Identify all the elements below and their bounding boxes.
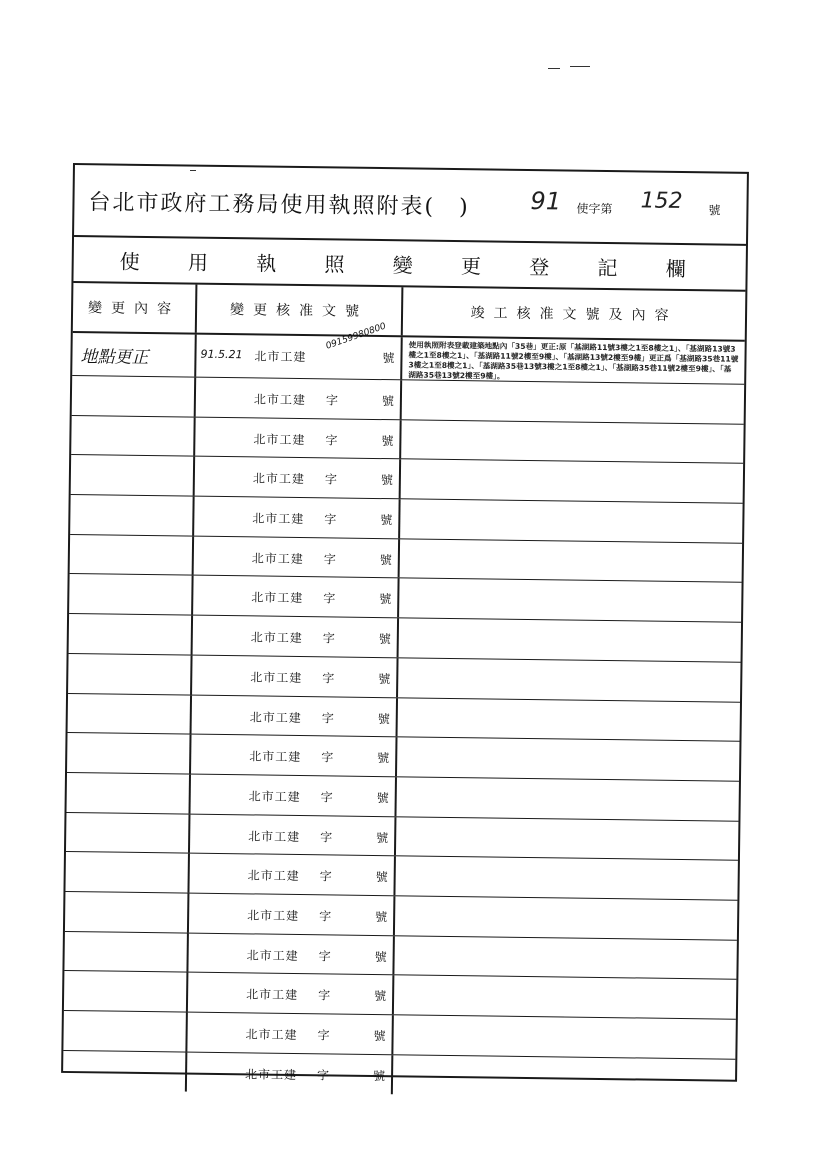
hao-label: 號 <box>374 949 387 964</box>
table-row <box>63 1051 735 1099</box>
completion-content-cell <box>398 658 740 701</box>
zi-label: 字 <box>323 591 336 606</box>
table-header <box>73 283 746 342</box>
completion-content-cell <box>394 936 736 979</box>
hao-label: 號 <box>377 711 390 726</box>
approval-doc-cell <box>194 497 400 538</box>
section-char: 登 <box>529 254 550 279</box>
office-label: 北市工建 <box>252 511 305 527</box>
change-content-cell <box>69 574 193 614</box>
zi-label: 字 <box>319 869 332 884</box>
form-prefix: 使字第 <box>576 201 613 217</box>
office-label: 北市工建 <box>254 349 307 365</box>
completion-content-cell <box>400 499 742 542</box>
approval-doc-cell <box>195 417 401 458</box>
change-content-cell <box>64 932 188 972</box>
change-content-cell <box>67 733 191 773</box>
hao-label: 號 <box>382 351 395 366</box>
office-label: 北市工建 <box>244 1067 298 1082</box>
office-label: 北市工建 <box>247 908 300 923</box>
zi-label: 字 <box>323 552 336 567</box>
scan-mark <box>548 68 560 69</box>
change-content-cell <box>71 455 195 495</box>
hao-label: 號 <box>372 1068 386 1083</box>
section-char: 更 <box>460 253 482 278</box>
form-title: 台北市政府工務局使用執照附表( ) <box>88 190 470 221</box>
completion-content-cell <box>395 896 737 939</box>
completion-content-cell <box>402 380 744 423</box>
hao-label: 號 <box>375 870 388 885</box>
change-content-cell <box>63 1051 188 1092</box>
completion-content-cell <box>399 618 741 661</box>
zi-label: 字 <box>321 710 334 725</box>
form-title-row <box>74 165 747 246</box>
completion-content-cell <box>398 698 740 741</box>
approval-doc-cell <box>194 536 400 577</box>
zi-label: 字 <box>318 988 331 1003</box>
header-change-content: 變更內容 <box>73 283 198 333</box>
zi-label: 字 <box>322 631 335 646</box>
hao-label: 號 <box>376 790 389 806</box>
zi-label: 字 <box>319 909 332 924</box>
change-content-cell <box>65 852 189 892</box>
office-label: 北市工建 <box>251 551 304 566</box>
completion-content-cell <box>393 1015 735 1058</box>
hao-label: 號 <box>377 751 390 766</box>
hao-label: 號 <box>373 1029 386 1044</box>
zi-label: 字 <box>321 750 334 765</box>
form-suffix: 號 <box>708 203 721 218</box>
change-content-cell <box>70 535 194 575</box>
approval-doc-cell <box>193 576 399 617</box>
office-label: 北市工建 <box>249 709 302 725</box>
approval-doc-cell <box>187 1013 393 1054</box>
completion-content-cell <box>400 539 742 582</box>
completion-content-cell <box>393 1055 735 1099</box>
zi-label: 字 <box>324 512 337 527</box>
form-number: 152 <box>640 188 683 214</box>
completion-content-cell <box>399 579 741 622</box>
change-content-cell <box>68 693 192 733</box>
change-content-cell <box>69 614 193 654</box>
approval-doc-cell <box>189 854 395 895</box>
zi-label: 字 <box>320 790 333 805</box>
approval-doc-cell <box>195 457 401 498</box>
office-label: 北市工建 <box>248 828 301 844</box>
hao-label: 號 <box>381 394 395 409</box>
header-approval-doc-no: 變更核准文號 <box>197 285 404 336</box>
office-label: 北市工建 <box>247 868 300 884</box>
office-label: 北市工建 <box>249 749 302 765</box>
approval-doc-cell <box>196 378 402 419</box>
zi-label: 字 <box>317 1028 330 1043</box>
office-label: 北市工建 <box>246 947 299 963</box>
hao-label: 號 <box>374 989 387 1004</box>
completion-content-cell <box>395 857 737 900</box>
zi-label: 字 <box>318 948 331 964</box>
office-label: 北市工建 <box>253 392 307 408</box>
completion-content-cell <box>394 976 736 1019</box>
completion-content-cell <box>396 817 738 860</box>
hao-label: 號 <box>380 513 393 528</box>
section-char: 照 <box>324 251 345 277</box>
approval-doc-cell <box>192 695 398 736</box>
completion-content-cell <box>397 737 739 780</box>
approval-doc-cell <box>188 933 394 974</box>
doc-number: 09159980800 <box>324 321 388 352</box>
header-completion-doc: 竣工核准文號及內容 <box>470 305 678 324</box>
approval-date: 91.5.21 <box>200 347 243 362</box>
change-content-cell <box>63 1011 187 1051</box>
section-char: 欄 <box>665 256 686 281</box>
section-char: 變 <box>392 252 413 277</box>
approval-doc-cell <box>193 616 399 657</box>
completion-content-cell <box>401 420 743 463</box>
office-label: 北市工建 <box>253 432 306 447</box>
office-label: 北市工建 <box>250 630 303 646</box>
office-label: 北市工建 <box>246 987 299 1003</box>
office-label: 北市工建 <box>252 471 305 487</box>
table-body <box>63 321 745 1099</box>
change-content-cell <box>67 773 191 813</box>
completion-content-cell <box>401 460 743 503</box>
approval-doc-cell <box>190 814 396 855</box>
change-content-cell <box>65 892 189 932</box>
change-content-cell <box>68 654 192 694</box>
hao-label: 號 <box>378 632 391 647</box>
form-year: 91 <box>530 186 562 216</box>
office-label: 北市工建 <box>250 670 303 685</box>
approval-doc-cell <box>190 774 396 815</box>
hao-label: 號 <box>376 830 389 845</box>
office-label: 北市工建 <box>251 590 304 606</box>
approval-doc-cell <box>187 1052 394 1094</box>
zi-label: 字 <box>325 433 338 448</box>
hao-label: 號 <box>375 909 388 925</box>
change-content-cell <box>64 971 188 1011</box>
change-content-cell: 地點更正 <box>72 333 197 377</box>
zi-label: 字 <box>324 472 337 487</box>
zi-label: 字 <box>316 1067 330 1083</box>
completion-content-cell <box>396 777 738 820</box>
zi-label: 字 <box>322 671 335 686</box>
office-label: 北市工建 <box>248 789 301 804</box>
section-char: 執 <box>256 250 277 276</box>
completion-content-cell: 使用執照附表登載建築地點內「35巷」更正:原「基湖路11號3樓之1至8樓之1」、「基湖路13號3樓之1至8樓之1」、「基湖路11號2樓至9樓」、「基湖路13號2樓至9樓」更正爲「基湖路35巷11號3樓之1至8樓之1」、「基湖路35巷13號3樓之1至8樓之1」、「基湖路35巷11號2樓至9樓」、「基湖路35巷13號2樓至9樓」。 <box>408 340 739 381</box>
change-content-cell <box>71 416 195 456</box>
zi-label: 字 <box>325 393 339 408</box>
change-content-cell <box>66 813 190 853</box>
approval-doc-cell <box>196 321 403 380</box>
office-label: 北市工建 <box>245 1027 298 1043</box>
approval-doc-cell <box>188 973 394 1014</box>
zi-label: 字 <box>320 829 333 845</box>
change-content-cell <box>72 376 196 416</box>
form-sheet <box>61 163 749 1082</box>
hao-label: 號 <box>378 671 391 687</box>
change-content-cell <box>70 495 194 535</box>
hao-label: 號 <box>380 473 393 488</box>
section-char: 用 <box>187 250 209 275</box>
hao-label: 號 <box>381 433 394 448</box>
scan-mark <box>570 66 590 67</box>
hao-label: 號 <box>379 592 392 607</box>
section-char: 記 <box>597 255 618 280</box>
approval-doc-cell <box>189 894 395 935</box>
hao-label: 號 <box>379 552 392 567</box>
section-char: 使 <box>119 249 140 274</box>
approval-doc-cell <box>192 655 398 696</box>
approval-doc-cell <box>191 735 397 776</box>
